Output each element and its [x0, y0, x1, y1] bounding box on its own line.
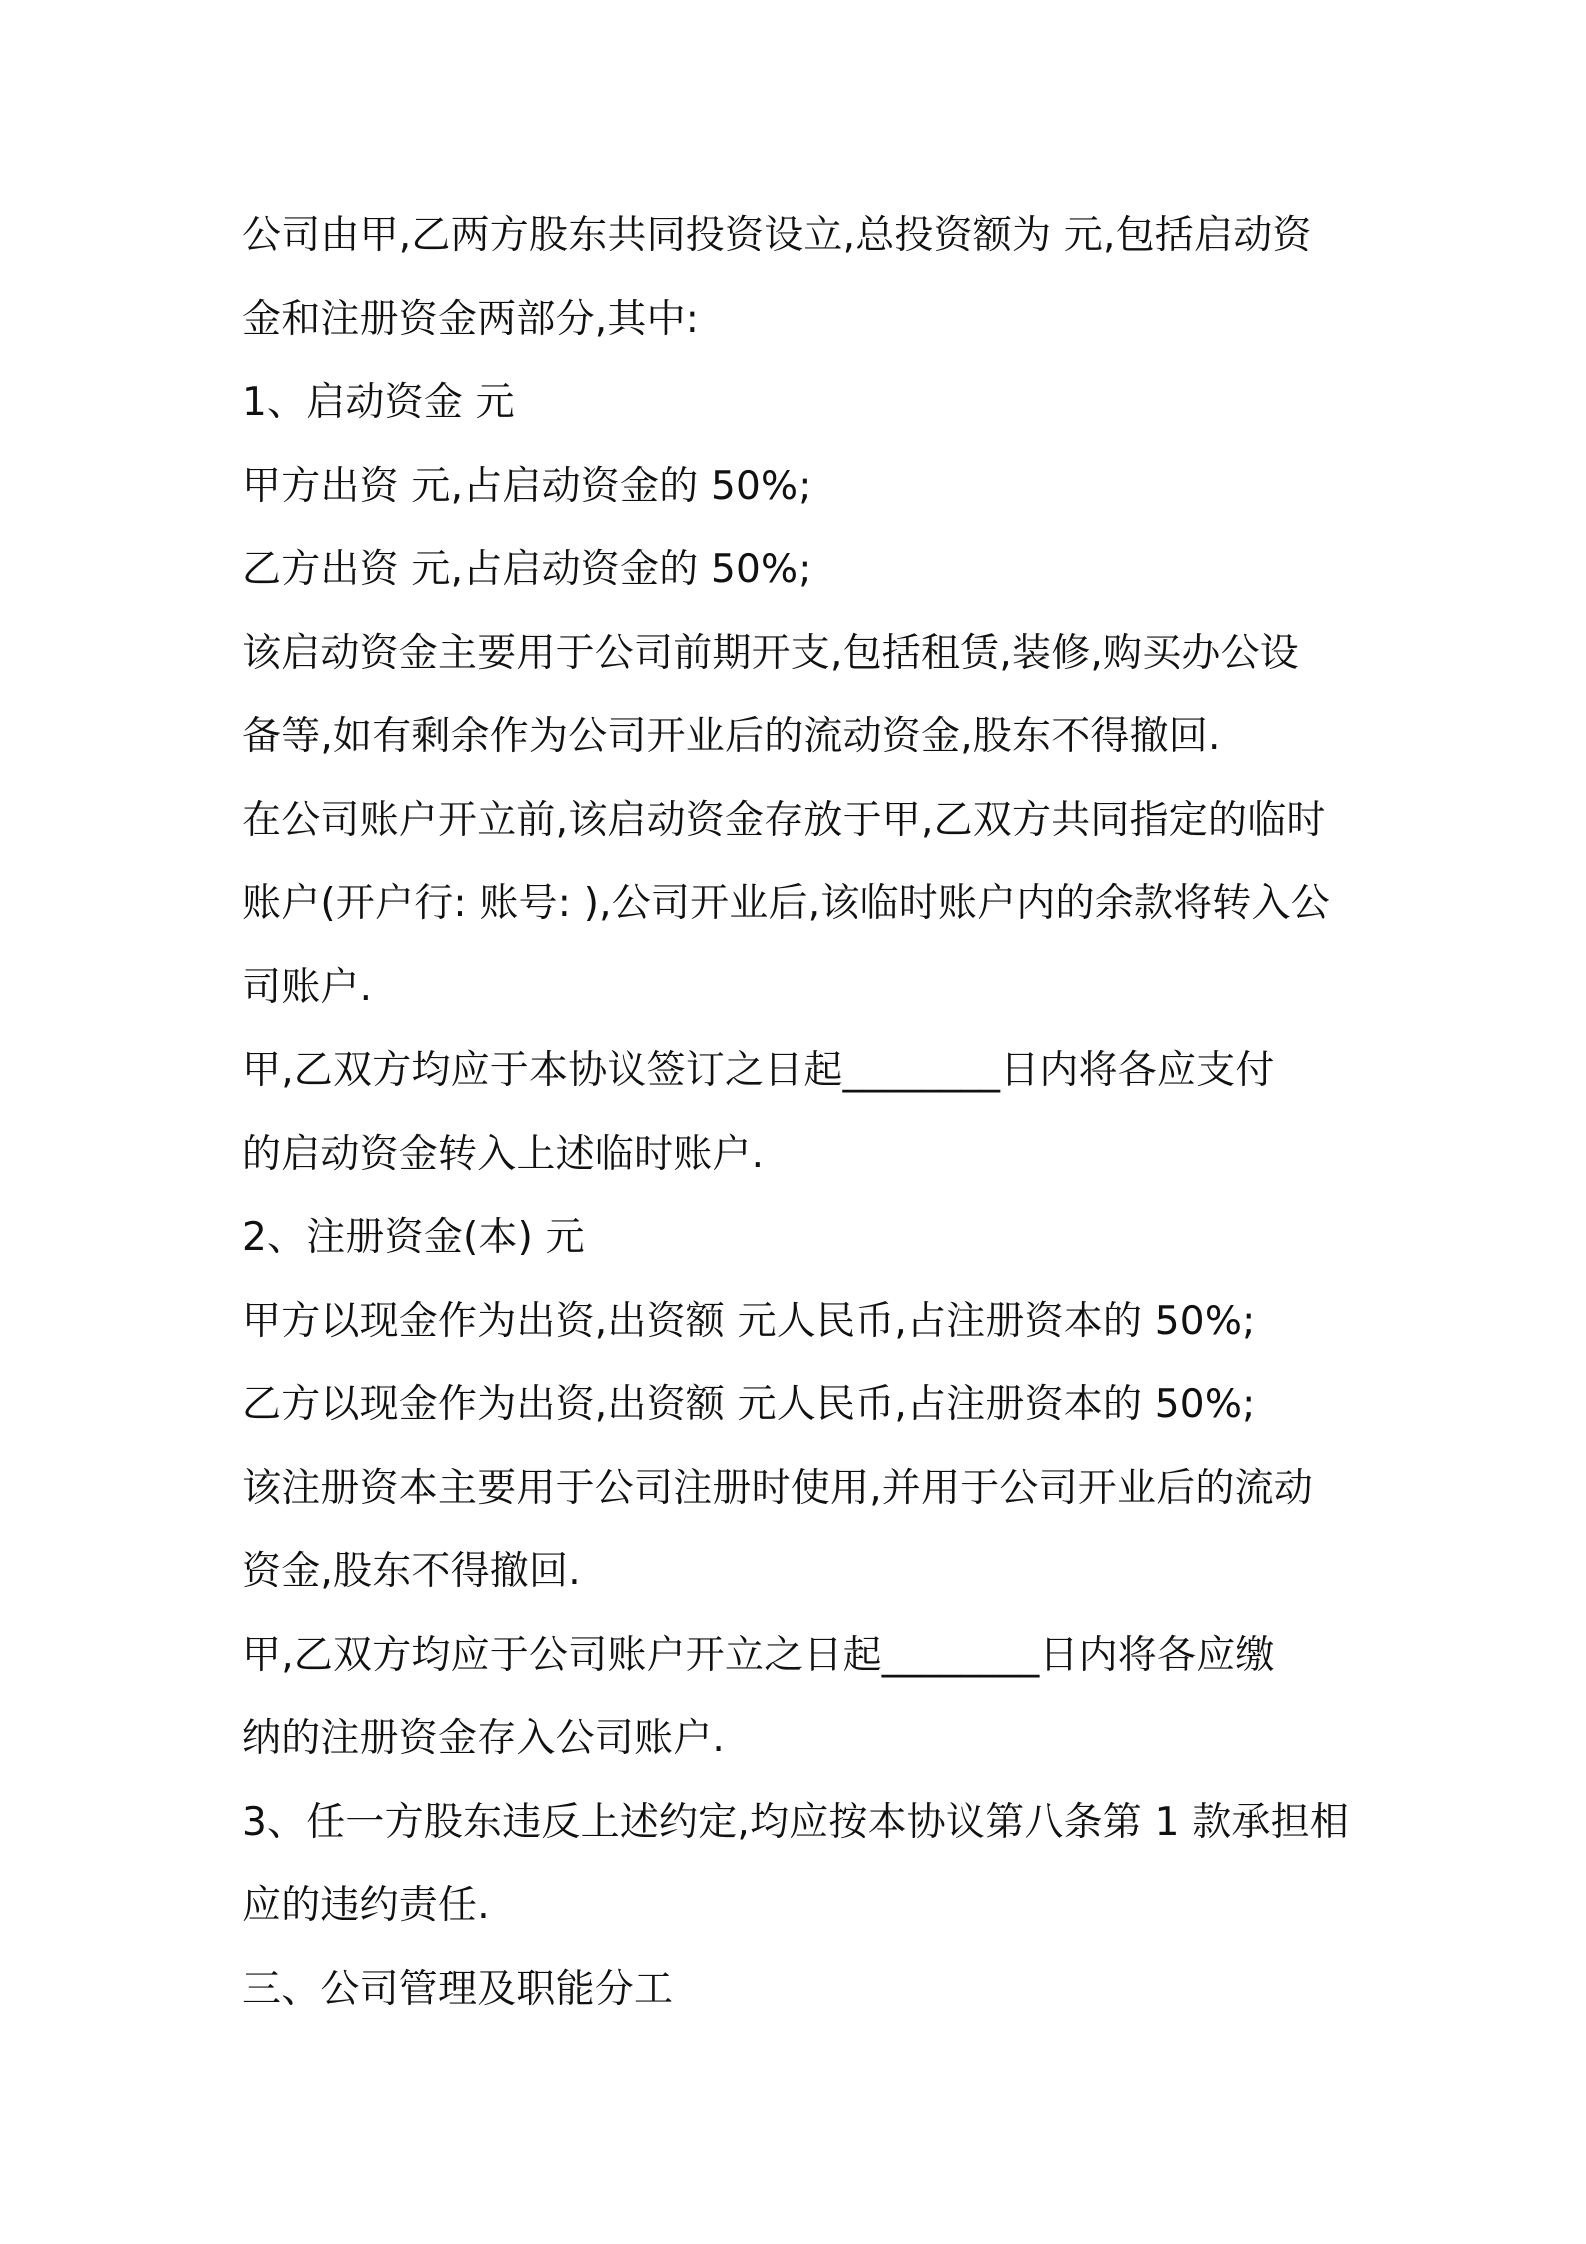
section-heading: 2、注册资金(本) 元 [242, 1215, 585, 1260]
text-line: 在公司账户开立前,该启动资金存放于甲,乙双方共同指定的临时 [242, 797, 1326, 843]
text-line: 公司由甲,乙两方股东共同投资设立,总投资额为 元,包括启动资 [242, 213, 1312, 258]
text-line: 该注册资本主要用于公司注册时使用,并用于公司开业后的流动 [242, 1465, 1313, 1511]
document-body [242, 194, 1362, 2031]
text-line: 纳的注册资金存入公司账户. [242, 1716, 725, 1761]
text-line: 司账户. [242, 964, 373, 1010]
chapter-heading: 三、公司管理及职能分工 [242, 1966, 674, 2012]
text-line: 甲方出资 元,占启动资金的 50%; [242, 463, 812, 509]
section-heading: 1、启动资金 元 [242, 380, 515, 425]
text-line: 甲方以现金作为出资,出资额 元人民币,占注册资本的 50%; [242, 1298, 1256, 1344]
text-line: 备等,如有剩余作为公司开业后的流动资金,股东不得撤回. [242, 714, 1221, 759]
text-line: 3、任一方股东违反上述约定,均应按本协议第八条第 1 款承担相 [242, 1799, 1350, 1845]
text-line: 甲,乙双方均应于本协议签订之日起________日内将各应支付 [242, 1048, 1275, 1093]
text-line: 的启动资金转入上述临时账户. [242, 1131, 765, 1177]
text-line: 应的违约责任. [242, 1883, 490, 1928]
text-line: 乙方以现金作为出资,出资额 元人民币,占注册资本的 50%; [242, 1382, 1256, 1427]
text-line: 金和注册资金两部分,其中: [242, 296, 700, 342]
text-line: 资金,股东不得撤回. [242, 1549, 581, 1594]
text-line: 该启动资金主要用于公司前期开支,包括租赁,装修,购买办公设 [242, 630, 1299, 676]
text-line: 账户(开户行: 账号: ),公司开业后,该临时账户内的余款将转入公 [242, 881, 1330, 926]
text-line: 甲,乙双方均应于公司账户开立之日起________日内将各应缴 [242, 1632, 1275, 1678]
text-line: 乙方出资 元,占启动资金的 50%; [242, 547, 812, 592]
